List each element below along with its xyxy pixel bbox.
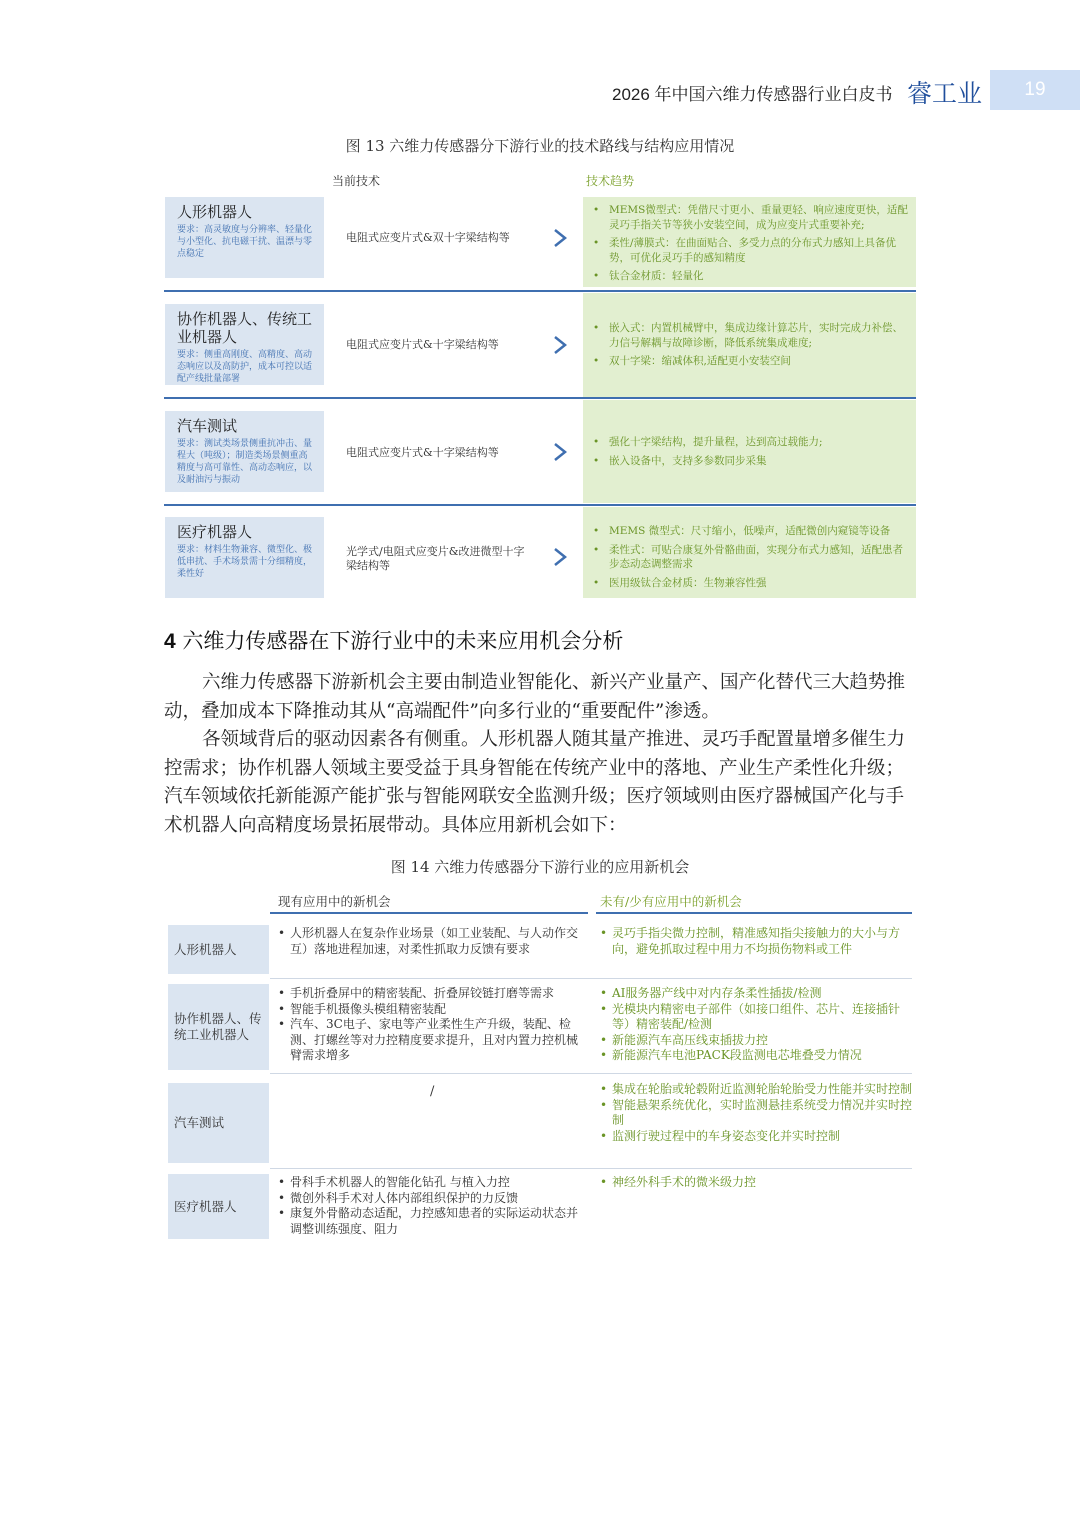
list-item: • 智能悬架系统优化，实时监测悬挂系统受力情况并实时控制 [598, 1098, 912, 1129]
trend-box [583, 293, 916, 397]
chevron-right-icon [550, 227, 570, 249]
row-requirements: 要求：侧重高刚度、高精度、高动态响应以及高防护，成本可控以适配产线批量部署 [177, 350, 313, 384]
list-item: • 康复外骨骼动态适配，力控感知患者的实际运动状态并调整训练强度、阻力 [276, 1206, 586, 1237]
current-tech: 电阻式应变片式&双十字梁结构等 [346, 231, 510, 244]
figure13-col-current: 当前技术 [332, 174, 381, 188]
current-tech: 电阻式应变片式&十字梁结构等 [346, 338, 499, 351]
row-requirements: 要求：材料生物兼容、微型化、极低串扰、手术场景需十分细精度，柔性好 [177, 545, 313, 579]
paragraph: 各领域背后的驱动因素各有侧重。人形机器人随其量产推进、灵巧手配置量增多催生力控需求；协作机器人领域主要受益于具身智能在传统产业中的落地、产业生产柔性化升级；汽车领域依托新能源产能扩张与智能网联安全监测升级；医疗领域则由医疗器械国产化与手术机器人向高精度场景拓展带动。具体应用新机会如下： [164, 729, 906, 836]
trend-box [583, 507, 916, 598]
figure13-row-label [165, 197, 324, 278]
figure14-row-label: 医疗机器人 [168, 1174, 269, 1239]
paragraph: 六维力传感器下游新机会主要由制造业智能化、新兴产业量产、国产化替代三大趋势推动，叠加成本下降推动其从“高端配件”向多行业的“重要配件”渗透。 [164, 672, 906, 722]
figure14-row-label: 人形机器人 [168, 925, 269, 974]
existing-list [276, 1175, 586, 1237]
list-item: • 新能源汽车高压线束插拔力控 [598, 1033, 912, 1049]
figure13-col-trend: 技术趋势 [586, 174, 635, 188]
row-divider [164, 397, 916, 399]
trend-item: • 钛合金材质：轻量化 [591, 269, 908, 284]
row-title: 协作机器人、传统工业机器人 [177, 310, 313, 346]
new-list [598, 986, 912, 1064]
figure13-row-label [165, 411, 324, 492]
chevron-right-icon [550, 546, 570, 568]
brand-logo: 睿工业 [907, 79, 983, 108]
row-requirements: 要求：高灵敏度与分辨率、轻量化与小型化、抗电磁干扰、温漂与零点稳定 [177, 225, 313, 259]
page-number: 19 [990, 70, 1080, 110]
row-divider [164, 504, 916, 506]
trend-item: • 医用级钛合金材质：生物兼容性强 [591, 576, 908, 591]
header-rule [270, 912, 588, 914]
list-item: • 集成在轮胎或轮毂附近监测轮胎轮胎受力性能并实时控制 [598, 1082, 912, 1098]
trend-item: • 柔性式：可贴合康复外骨骼曲面，实现分布式力感知，适配患者步态动态调整需求 [591, 543, 908, 572]
trend-item: • 嵌入式：内置机械臂中，集成边缘计算芯片，实时完成力补偿、力信号解耦与故障诊断，降低系统集成难度; [591, 321, 908, 350]
figure13-row-label [165, 517, 324, 598]
no-existing-marker: / [430, 1084, 435, 1099]
row-title: 人形机器人 [177, 203, 253, 221]
list-item: • 微创外科手术对人体内部组织保护的力反馈 [276, 1191, 586, 1207]
row-requirements: 要求：测试类场景侧重抗冲击、量程大（吨级）；制造类场景侧重高精度与高可靠性、高动态响应，以及耐油污与振动 [177, 439, 313, 485]
list-item: • 新能源汽车电池PACK段监测电芯堆叠受力情况 [598, 1048, 912, 1064]
trend-box [583, 400, 916, 503]
list-item: • 智能手机摄像头模组精密装配 [276, 1002, 586, 1018]
list-item: • 骨科手术机器人的智能化钻孔 与植入力控 [276, 1175, 586, 1191]
new-list [598, 1175, 912, 1191]
list-item: • 灵巧手指尖微力控制，精准感知指尖接触力的大小与方向，避免抓取过程中用力不均损伤物料或工件 [598, 926, 912, 957]
trend-box [583, 197, 916, 287]
figure14-col-existing: 现有应用中的新机会 [278, 894, 391, 909]
figure14-row-label: 协作机器人、传统工业机器人 [168, 984, 269, 1070]
section-title: 六维力传感器在下游行业中的未来应用机会分析 [182, 629, 624, 653]
trend-item: • 强化十字梁结构，提升量程，达到高过载能力; [591, 435, 908, 450]
list-item: • 手机折叠屏中的精密装配、折叠屏铰链打磨等需求 [276, 986, 586, 1002]
list-item: • 人形机器人在复杂作业场景（如工业装配、与人动作交互）落地进程加速，对柔性抓取力反馈有要求 [276, 926, 586, 957]
new-list [598, 926, 912, 957]
section-heading [164, 625, 623, 655]
figure13-caption: 图 13 六维力传感器分下游行业的技术路线与结构应用情况 [345, 137, 735, 155]
existing-list [276, 926, 586, 957]
figure14-row-label: 汽车测试 [168, 1083, 269, 1163]
current-tech: 电阻式应变片式&十字梁结构等 [346, 446, 499, 459]
new-list [598, 1082, 912, 1144]
row-title: 汽车测试 [177, 417, 238, 435]
figure14-caption: 图 14 六维力传感器分下游行业的应用新机会 [390, 858, 690, 876]
row-separator [270, 1168, 912, 1169]
figure13-row-label [165, 304, 324, 385]
list-item: • 监测行驶过程中的车身姿态变化并实时控制 [598, 1129, 912, 1145]
row-title: 医疗机器人 [177, 523, 253, 541]
row-separator [270, 1073, 912, 1074]
current-tech: 光学式/电阻式应变片&改进微型十字梁结构等 [346, 545, 525, 572]
trend-item: • MEMS微型式：凭借尺寸更小、重量更轻、响应速度更快，适配灵巧手指关节等狭小安装空间，成为应变片式重要补充; [591, 203, 908, 232]
trend-item: • 双十字梁：缩减体积,适配更小安装空间 [591, 354, 908, 369]
figure14-col-new: 未有/少有应用中的新机会 [600, 894, 742, 909]
chevron-right-icon [550, 334, 570, 356]
list-item: • 光模块内精密电子部件（如接口组件、芯片、连接插针等）精密装配/检测 [598, 1002, 912, 1033]
list-item: • AI服务器产线中对内存条柔性插拔/检测 [598, 986, 912, 1002]
header-rule [596, 912, 912, 914]
list-item: • 神经外科手术的微米级力控 [598, 1175, 912, 1191]
trend-item: • 柔性/薄膜式：在曲面贴合、多受力点的分布式力感知上具备优势，可优化灵巧手的感知精度 [591, 236, 908, 265]
existing-list [276, 986, 586, 1064]
list-item: • 汽车、3C电子、家电等产业柔性生产升级，装配、检测、打螺丝等对力控精度要求提升，且对内置力控机械臂需求增多 [276, 1017, 586, 1064]
document-title: 2026 年中国六维力传感器行业白皮书 [612, 85, 893, 104]
trend-item: • 嵌入设备中，支持多参数同步采集 [591, 454, 908, 469]
row-separator [270, 978, 912, 979]
row-divider [164, 290, 916, 292]
section-number: 4 [164, 630, 176, 653]
trend-item: • MEMS 微型式：尺寸缩小，低噪声，适配微创内窥镜等设备 [591, 524, 908, 539]
chevron-right-icon [550, 441, 570, 463]
